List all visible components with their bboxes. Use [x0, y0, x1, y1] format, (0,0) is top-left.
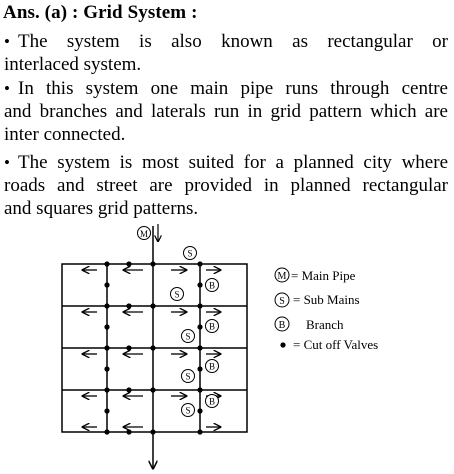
cut-off-valve	[104, 261, 109, 266]
cut-off-valve	[197, 261, 202, 266]
cut-off-valve	[197, 345, 202, 350]
cut-off-valve	[197, 324, 202, 329]
bullet-icon: •	[4, 32, 10, 51]
paragraph-3-line-1: • The system is most suited for a planned city where	[4, 152, 448, 173]
svg-text:S: S	[279, 296, 285, 307]
paragraph-1-line-1: • The system is also known as rectangular or	[4, 31, 448, 52]
cut-off-valve	[104, 282, 109, 287]
svg-text:M: M	[139, 229, 149, 239]
branch-symbol-label: B	[208, 321, 216, 332]
branch-symbol-label: B	[208, 361, 216, 372]
paragraph-2-line-1: • In this system one main pipe runs through centre	[4, 78, 448, 99]
svg-text:= Cut off Valves: = Cut off Valves	[293, 337, 379, 352]
bullet-icon: •	[4, 79, 10, 98]
cut-off-valve	[126, 261, 131, 266]
main-pipe-symbol	[138, 227, 151, 240]
paragraph-2-line-3: inter connected.	[4, 124, 126, 145]
cut-off-valve	[197, 408, 202, 413]
cut-off-valve	[197, 387, 202, 392]
legend	[275, 268, 378, 352]
legend-item-main-pipe	[275, 268, 356, 283]
cut-off-valve	[197, 303, 202, 308]
cut-off-valve	[104, 366, 109, 371]
branch-symbol-label: B	[208, 280, 216, 291]
sub-main-symbol-label: S	[185, 331, 191, 342]
cut-off-valve	[104, 303, 109, 308]
paragraph-3-line-3: and squares grid patterns.	[4, 198, 199, 219]
cut-off-valve	[126, 429, 131, 434]
sub-main-symbol-label: S	[187, 248, 193, 259]
paragraph-3-line-2: roads and street are provided in planned rectangular	[4, 175, 448, 196]
cut-off-valve	[126, 345, 131, 350]
branch-symbol-label: B	[208, 396, 216, 407]
answer-heading: Ans. (a) : Grid System :	[3, 2, 198, 23]
svg-text:M: M	[277, 271, 287, 282]
cut-off-valve	[150, 303, 155, 308]
paragraph-1-line-2: interlaced system.	[4, 54, 142, 75]
cut-off-valve	[104, 429, 109, 434]
cut-off-valve	[104, 387, 109, 392]
valve-dot-icon	[280, 342, 285, 347]
svg-text:B: B	[278, 320, 286, 331]
sub-main-symbol-label: S	[185, 371, 191, 382]
cut-off-valve	[126, 387, 131, 392]
paragraph-2-line-2: and branches and laterals run in grid pattern which are	[4, 101, 448, 122]
legend-item-branch	[275, 317, 344, 332]
cut-off-valve	[197, 282, 202, 287]
cut-off-valve	[150, 387, 155, 392]
legend-item-cut-off-valves	[280, 337, 378, 352]
sub-main-symbol-label: S	[185, 405, 191, 416]
cut-off-valve	[104, 408, 109, 413]
cut-off-valve	[126, 303, 131, 308]
cut-off-valve	[197, 366, 202, 371]
cut-off-valve	[197, 429, 202, 434]
sub-main-symbol-label: S	[174, 289, 180, 300]
svg-text:Branch: Branch	[306, 317, 344, 332]
cut-off-valve	[104, 345, 109, 350]
svg-text:= Main Pipe: = Main Pipe	[291, 268, 356, 283]
cut-off-valve	[150, 429, 155, 434]
cut-off-valve	[104, 324, 109, 329]
cut-off-valve	[150, 261, 155, 266]
bullet-icon: •	[4, 153, 10, 172]
legend-item-sub-mains	[275, 292, 360, 307]
svg-text:= Sub Mains: = Sub Mains	[293, 292, 360, 307]
cut-off-valve	[150, 345, 155, 350]
